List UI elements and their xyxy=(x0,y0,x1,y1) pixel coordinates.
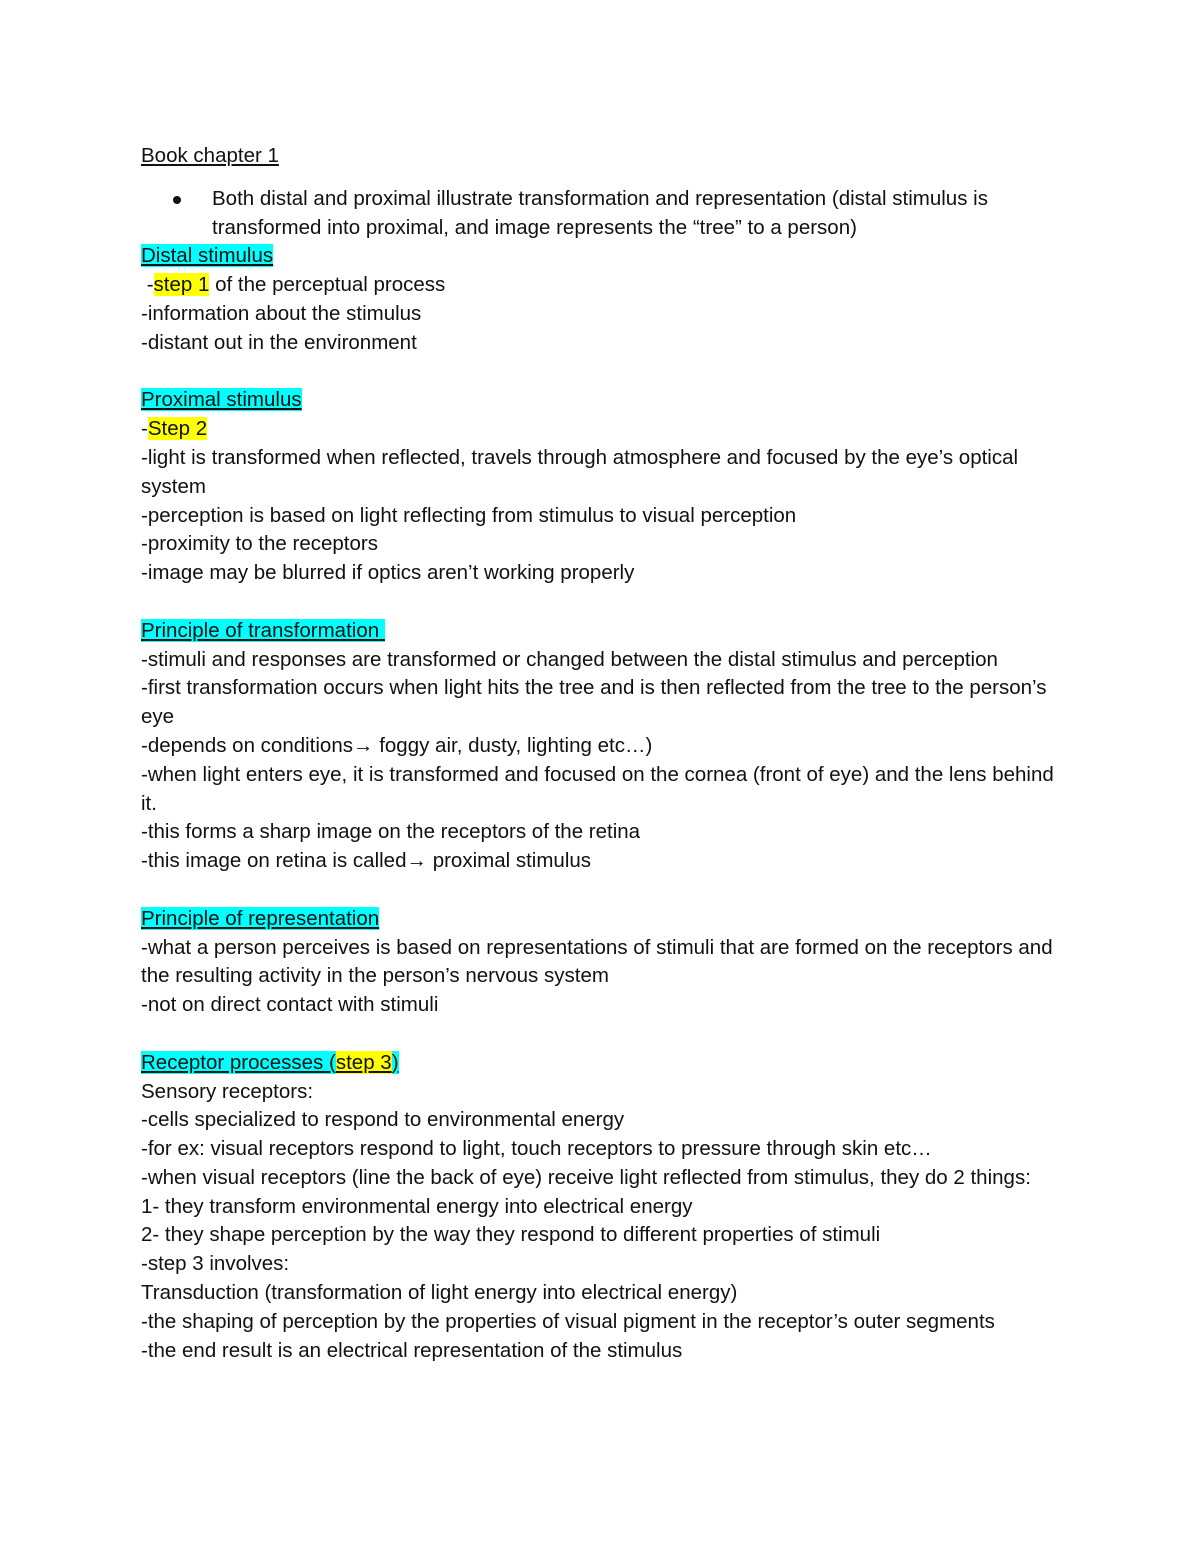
text-line: -step 3 involves: xyxy=(141,1252,290,1276)
arrow-right-icon: → xyxy=(353,733,374,757)
section-heading-receptor: Receptor processes (step 3) xyxy=(141,1050,399,1074)
text-line: -image may be blurred if optics aren’t working properly xyxy=(141,561,635,585)
text-line: -this forms a sharp image on the receptors of the retina xyxy=(141,820,641,844)
section-representation xyxy=(141,905,1060,1020)
text-line: -Step 2 xyxy=(141,417,208,441)
arrow-right-icon: → xyxy=(406,849,427,873)
text-line: -first transformation occurs when light hits the tree and is then reflected from the tree to the person’s eye xyxy=(141,676,1053,729)
text-line: -this image on retina is called→ proximal stimulus xyxy=(141,849,592,873)
text-line: -for ex: visual receptors respond to light, touch receptors to pressure through skin etc… xyxy=(141,1137,932,1161)
text-line: -step 1 of the perceptual process xyxy=(141,273,446,297)
text-line: Sensory receptors: xyxy=(141,1079,314,1103)
section-proximal-stimulus xyxy=(141,386,1060,588)
text-line: 2- they shape perception by the way they respond to different properties of stimuli xyxy=(141,1223,881,1247)
text-line: -stimuli and responses are transformed or changed between the distal stimulus and perception xyxy=(141,647,998,671)
text-line: -the end result is an electrical representation of the stimulus xyxy=(141,1338,683,1362)
text-line: -what a person perceives is based on representations of stimuli that are formed on the receptors and the resulting activity in the person’s nervous system xyxy=(141,935,1059,988)
highlight-step-2: Step 2 xyxy=(147,417,208,441)
text-line: -the shaping of perception by the properties of visual pigment in the receptor’s outer segments xyxy=(141,1309,995,1333)
section-receptor-processes xyxy=(141,1049,1060,1366)
text-line: -light is transformed when reflected, travels through atmosphere and focused by the eye’s optical system xyxy=(141,445,1024,498)
section-transformation xyxy=(141,617,1060,876)
text-line: -cells specialized to respond to environmental energy xyxy=(141,1108,625,1132)
document-title: Book chapter 1 xyxy=(141,144,279,167)
text-line: 1- they transform environmental energy into electrical energy xyxy=(141,1194,693,1218)
text-line: -perception is based on light reflecting from stimulus to visual perception xyxy=(141,503,797,527)
section-heading-proximal: Proximal stimulus xyxy=(141,388,302,412)
section-distal-stimulus xyxy=(141,242,1060,357)
text-line: Transduction (transformation of light energy into electrical energy) xyxy=(141,1281,738,1305)
section-heading-transformation: Principle of transformation xyxy=(141,618,385,642)
section-heading-distal: Distal stimulus xyxy=(141,244,274,268)
bullet-dot-icon xyxy=(173,196,181,204)
text-line: -proximity to the receptors xyxy=(141,532,378,556)
section-heading-representation: Principle of representation xyxy=(141,906,380,930)
highlight-step-1: step 1 xyxy=(153,273,210,297)
text-line: -when light enters eye, it is transformed and focused on the cornea (front of eye) and the lens behind it. xyxy=(141,762,1060,815)
text-line: -not on direct contact with stimuli xyxy=(141,993,439,1017)
bullet-item xyxy=(141,185,1060,243)
text-line: -when visual receptors (line the back of eye) receive light reflected from stimulus, they do 2 things: xyxy=(141,1165,1031,1189)
bullet-text: Both distal and proximal illustrate transformation and representation (distal stimulus is transformed into proximal, and image represents the “tree” to a person) xyxy=(212,186,988,239)
text-line: -distant out in the environment xyxy=(141,330,417,354)
text-line: -depends on conditions→ foggy air, dusty, lighting etc…) xyxy=(141,733,653,757)
text-line: -information about the stimulus xyxy=(141,301,422,325)
highlight-step-3: step 3 xyxy=(335,1050,392,1074)
